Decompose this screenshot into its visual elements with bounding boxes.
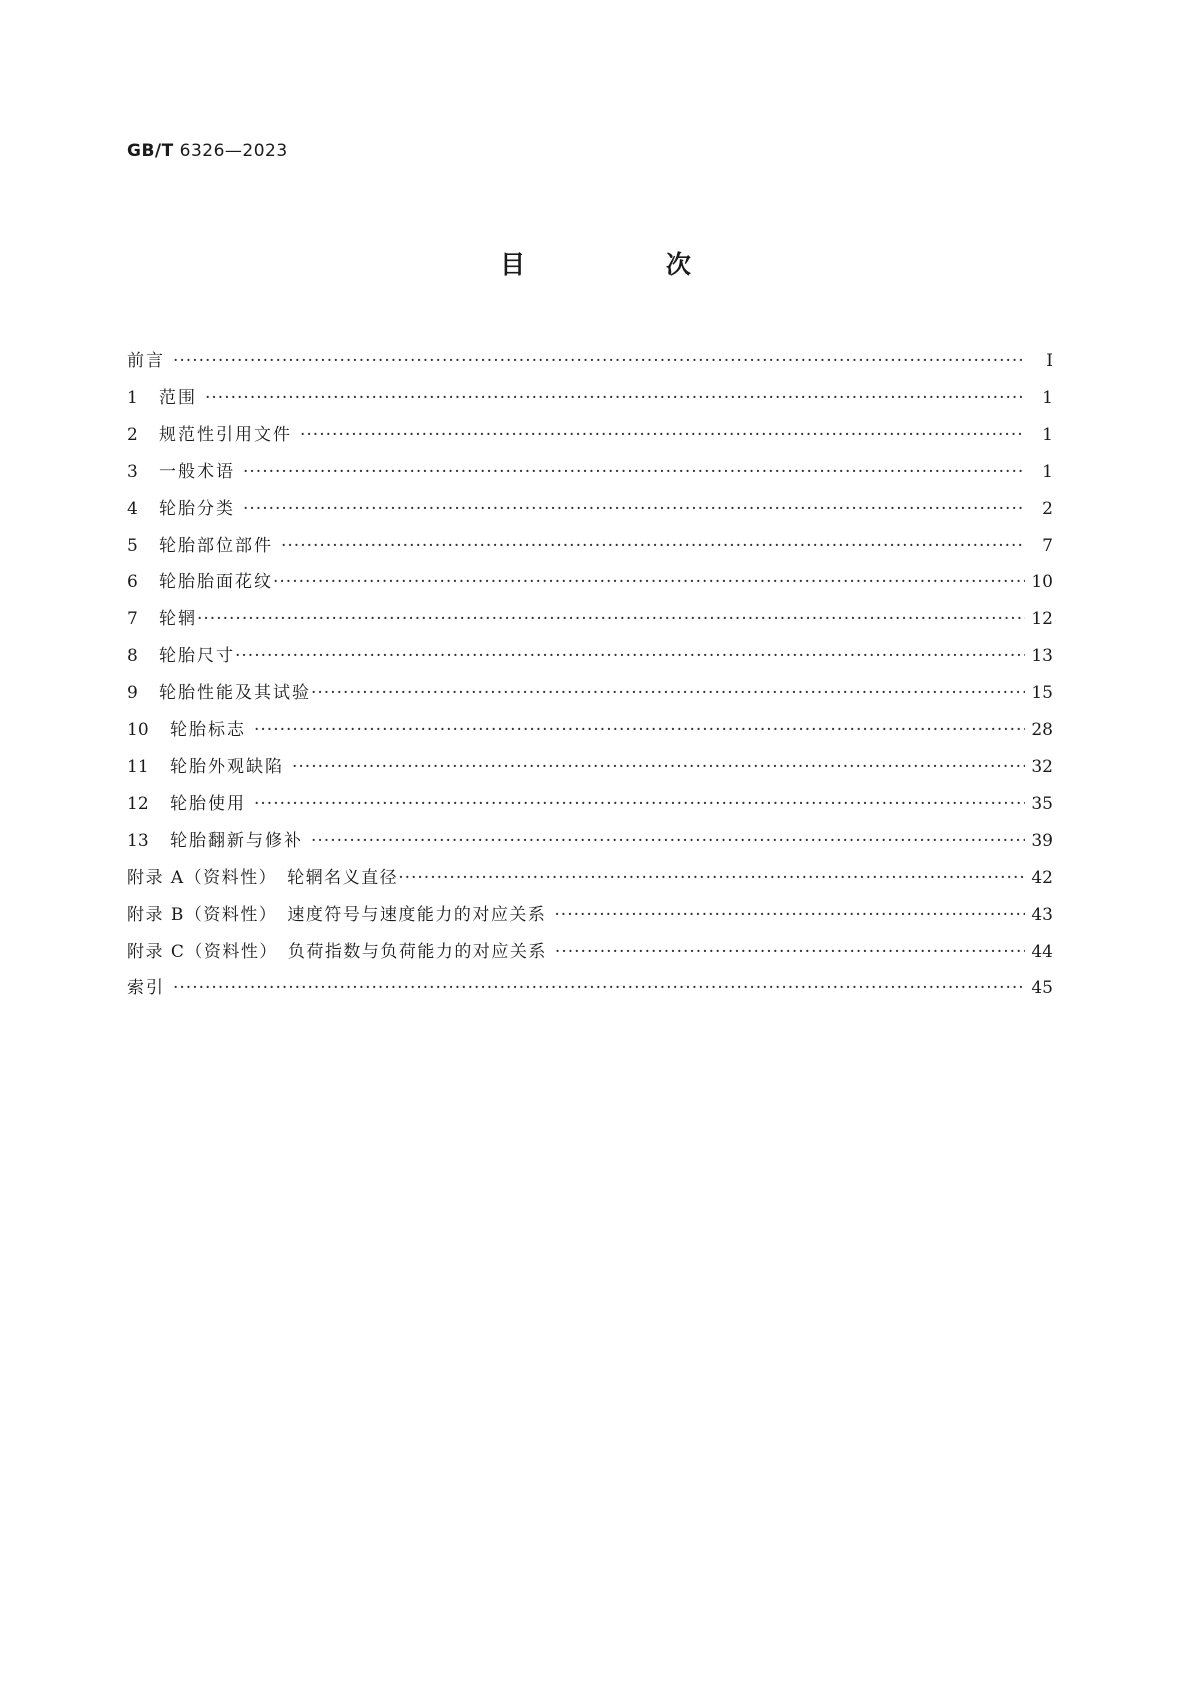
toc-leader-dots xyxy=(292,749,1025,786)
toc-entry-foreword[interactable] xyxy=(127,343,1053,380)
toc-page-number: 28 xyxy=(1031,720,1053,741)
toc-number: 3 xyxy=(127,461,138,482)
toc-label: 索引 xyxy=(127,978,165,999)
toc-page-number: 1 xyxy=(1042,461,1053,482)
toc-entry-1[interactable] xyxy=(127,380,1053,417)
toc-leader-dots xyxy=(205,380,1025,417)
toc-label: 附录 A（资料性） 轮辋名义直径 xyxy=(127,867,399,888)
toc-number: 7 xyxy=(127,609,138,630)
toc-label: 轮胎分类 xyxy=(159,498,235,519)
table-of-contents xyxy=(127,343,1053,1007)
toc-label: 轮胎翻新与修补 xyxy=(170,830,303,851)
toc-label: 规范性引用文件 xyxy=(159,424,292,445)
standard-code xyxy=(127,141,288,161)
toc-number: 9 xyxy=(127,683,138,704)
toc-page-number: 10 xyxy=(1031,572,1053,593)
toc-leader-dots xyxy=(173,970,1025,1007)
toc-page-number: 12 xyxy=(1031,609,1053,630)
toc-label: 一般术语 xyxy=(159,461,235,482)
standard-number: 6326—2023 xyxy=(179,141,288,161)
standard-prefix: GB/T xyxy=(127,141,174,161)
toc-entry-5[interactable] xyxy=(127,528,1053,565)
toc-page-number: 15 xyxy=(1031,683,1053,704)
toc-entry-11[interactable] xyxy=(127,749,1053,786)
toc-number: 1 xyxy=(127,387,138,408)
toc-entry-appendix-c[interactable] xyxy=(127,934,1053,971)
toc-leader-dots xyxy=(243,491,1025,528)
toc-number: 11 xyxy=(127,756,149,777)
toc-number: 13 xyxy=(127,830,149,851)
toc-leader-dots xyxy=(281,528,1025,565)
toc-entry-appendix-a[interactable] xyxy=(127,860,1053,897)
toc-page-number: 1 xyxy=(1042,387,1053,408)
toc-label: 轮辋 xyxy=(159,609,197,630)
toc-label: 前言 xyxy=(127,351,165,371)
toc-label: 轮胎性能及其试验 xyxy=(159,683,311,704)
toc-page-number: 44 xyxy=(1031,941,1053,962)
toc-leader-dots xyxy=(254,786,1025,823)
toc-number: 6 xyxy=(127,572,138,593)
toc-leader-dots xyxy=(243,454,1025,491)
toc-entry-6[interactable] xyxy=(127,564,1053,601)
toc-number: 5 xyxy=(127,535,138,556)
toc-number: 8 xyxy=(127,646,138,667)
toc-entry-13[interactable] xyxy=(127,823,1053,860)
toc-leader-dots xyxy=(311,675,1025,712)
toc-page-number: 1 xyxy=(1042,424,1053,445)
toc-page-number: 45 xyxy=(1031,978,1053,999)
toc-label: 轮胎使用 xyxy=(170,793,246,814)
toc-entry-10[interactable] xyxy=(127,712,1053,749)
toc-page-number: 43 xyxy=(1031,904,1053,925)
toc-label: 轮胎外观缺陷 xyxy=(170,756,284,777)
toc-page-number: 35 xyxy=(1031,793,1053,814)
toc-leader-dots xyxy=(173,343,1025,380)
toc-leader-dots xyxy=(273,564,1025,601)
toc-number: 10 xyxy=(127,720,149,741)
toc-number: 2 xyxy=(127,424,138,445)
toc-page-number: 13 xyxy=(1031,646,1053,667)
toc-page-number: 42 xyxy=(1031,867,1053,888)
toc-label: 轮胎胎面花纹 xyxy=(159,572,273,593)
toc-number: 4 xyxy=(127,498,138,519)
toc-label: 附录 B（资料性） 速度符号与速度能力的对应关系 xyxy=(127,904,547,925)
toc-entry-index[interactable] xyxy=(127,970,1053,1007)
toc-entry-12[interactable] xyxy=(127,786,1053,823)
toc-label: 轮胎部位部件 xyxy=(159,535,273,556)
toc-leader-dots xyxy=(197,601,1025,638)
toc-label: 范围 xyxy=(159,387,197,408)
toc-number: 12 xyxy=(127,793,149,814)
toc-leader-dots xyxy=(311,823,1025,860)
toc-leader-dots xyxy=(554,897,1025,934)
toc-leader-dots xyxy=(398,860,1025,897)
toc-entry-appendix-b[interactable] xyxy=(127,897,1053,934)
toc-entry-8[interactable] xyxy=(127,638,1053,675)
toc-entry-4[interactable] xyxy=(127,491,1053,528)
toc-entry-2[interactable] xyxy=(127,417,1053,454)
page-title: 目 次 xyxy=(500,250,757,279)
toc-page-number: 7 xyxy=(1042,535,1053,556)
toc-page-number: 2 xyxy=(1042,498,1053,519)
toc-leader-dots xyxy=(254,712,1025,749)
toc-entry-3[interactable] xyxy=(127,454,1053,491)
toc-label: 轮胎标志 xyxy=(170,720,246,741)
toc-entry-9[interactable] xyxy=(127,675,1053,712)
toc-label: 附录 C（资料性） 负荷指数与负荷能力的对应关系 xyxy=(127,941,547,962)
toc-page-number: 39 xyxy=(1031,830,1053,851)
toc-page-number: 32 xyxy=(1031,756,1053,777)
toc-leader-dots xyxy=(300,417,1025,454)
toc-label: 轮胎尺寸 xyxy=(159,646,235,667)
toc-leader-dots xyxy=(235,638,1025,675)
toc-page-number: Ⅰ xyxy=(1046,351,1053,371)
toc-leader-dots xyxy=(555,934,1025,971)
toc-entry-7[interactable] xyxy=(127,601,1053,638)
